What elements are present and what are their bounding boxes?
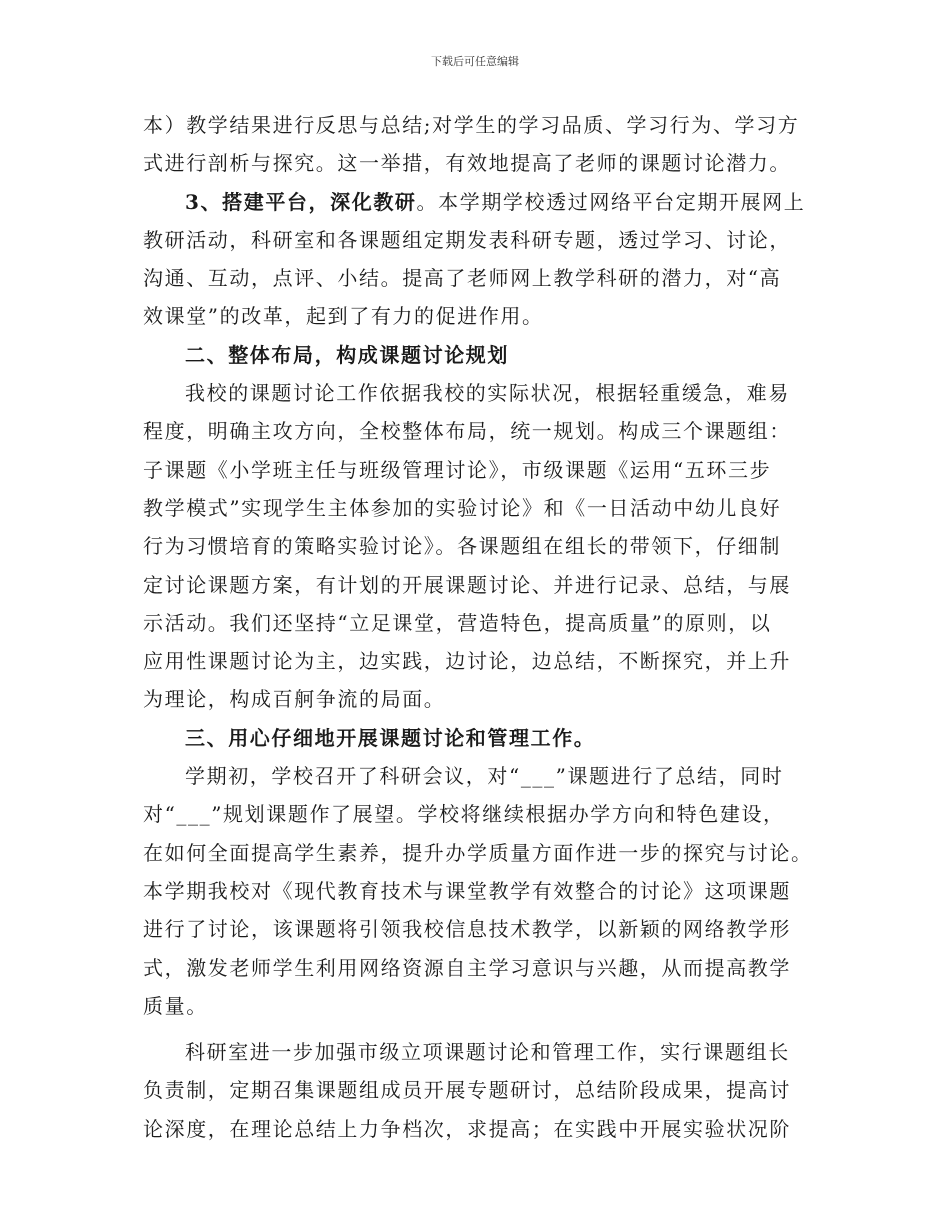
document-body bbox=[143, 106, 813, 1148]
paragraph-line bbox=[143, 183, 813, 221]
paragraph-line: 进行了讨论，该课题将引领我校信息技术教学，以新颖的网络教学形 bbox=[143, 917, 791, 942]
paragraph-line: 定讨论课题方案，有计划的开展课题讨论、并进行记录、总结，与展 bbox=[143, 572, 791, 597]
paragraph-line: 学期初，学校召开了科研会议，对“___”课题进行了总结，同时 bbox=[185, 764, 784, 789]
paragraph-line: 教研活动，科研室和各课题组定期发表科研专题，透过学习、讨论， bbox=[143, 227, 791, 252]
paragraph-line: 对“___”规划课题作了展望。学校将继续根据办学方向和特色建设， bbox=[143, 802, 785, 827]
section-heading: 三、用心仔细地开展课题讨论和管理工作。 bbox=[185, 725, 596, 750]
page-header: 下载后可任意编辑 bbox=[431, 55, 519, 68]
paragraph-line: 式进行剖析与探究。这一举措，有效地提高了老师的课题讨论潜力。 bbox=[143, 151, 791, 176]
paragraph-line: 教学模式”实现学生主体参加的实验讨论》和《一日活动中幼儿良好 bbox=[143, 495, 782, 520]
paragraph-line: 为理论，构成百舸争流的局面。 bbox=[143, 687, 446, 712]
paragraph-line: 论深度，在理论总结上力争档次，求提高；在实践中开展实验状况阶 bbox=[143, 1116, 791, 1141]
paragraph-line: 沟通、互动，点评、小结。提高了老师网上教学科研的潜力，对“高 bbox=[143, 266, 782, 291]
section-lead: 3、搭建平台，深化教研 bbox=[185, 189, 417, 214]
paragraph-text: 。本学期学校透过网络平台定期开展网上 bbox=[416, 189, 806, 214]
paragraph-line: 行为习惯培育的策略实验讨论》。各课题组在组长的带领下，仔细制 bbox=[143, 534, 781, 559]
paragraph-line: 本）教学结果进行反思与总结;对学生的学习品质、学习行为、学习方 bbox=[143, 113, 800, 137]
paragraph-line: 质量。 bbox=[143, 993, 208, 1018]
paragraph-line: 在如何全面提高学生素养，提升办学质量方面作进一步的探究与讨论。 bbox=[143, 840, 813, 865]
paragraph-line: 我校的课题讨论工作依据我校的实际状况，根据轻重缓急，难易 bbox=[185, 381, 790, 406]
paragraph-line: 子课题《小学班主任与班级管理讨论》，市级课题《运用“五环三步 bbox=[143, 457, 772, 482]
paragraph-line: 科研室进一步加强市级立项课题讨论和管理工作，实行课题组长 bbox=[185, 1040, 790, 1065]
paragraph-line: 本学期我校对《现代教育技术与课堂教学有效整合的讨论》这项课题 bbox=[143, 878, 791, 903]
section-heading: 二、整体布局，构成课题讨论规划 bbox=[185, 342, 509, 367]
paragraph-line: 应用性课题讨论为主，边实践，边讨论，边总结，不断探究，并上升 bbox=[143, 649, 791, 674]
paragraph-line: 程度，明确主攻方向，全校整体布局，统一规划。构成三个课题组： bbox=[143, 419, 791, 444]
paragraph-line: 效课堂”的改革，起到了有力的促进作用。 bbox=[143, 304, 544, 329]
paragraph-line: 负责制，定期召集课题组成员开展专题研讨，总结阶段成果，提高讨 bbox=[143, 1078, 791, 1103]
paragraph-line: 示活动。我们还坚持“立足课堂，营造特色，提高质量”的原则，以 bbox=[143, 610, 772, 635]
paragraph-line: 式，激发老师学生利用网络资源自主学习意识与兴趣，从而提高教学 bbox=[143, 955, 791, 980]
